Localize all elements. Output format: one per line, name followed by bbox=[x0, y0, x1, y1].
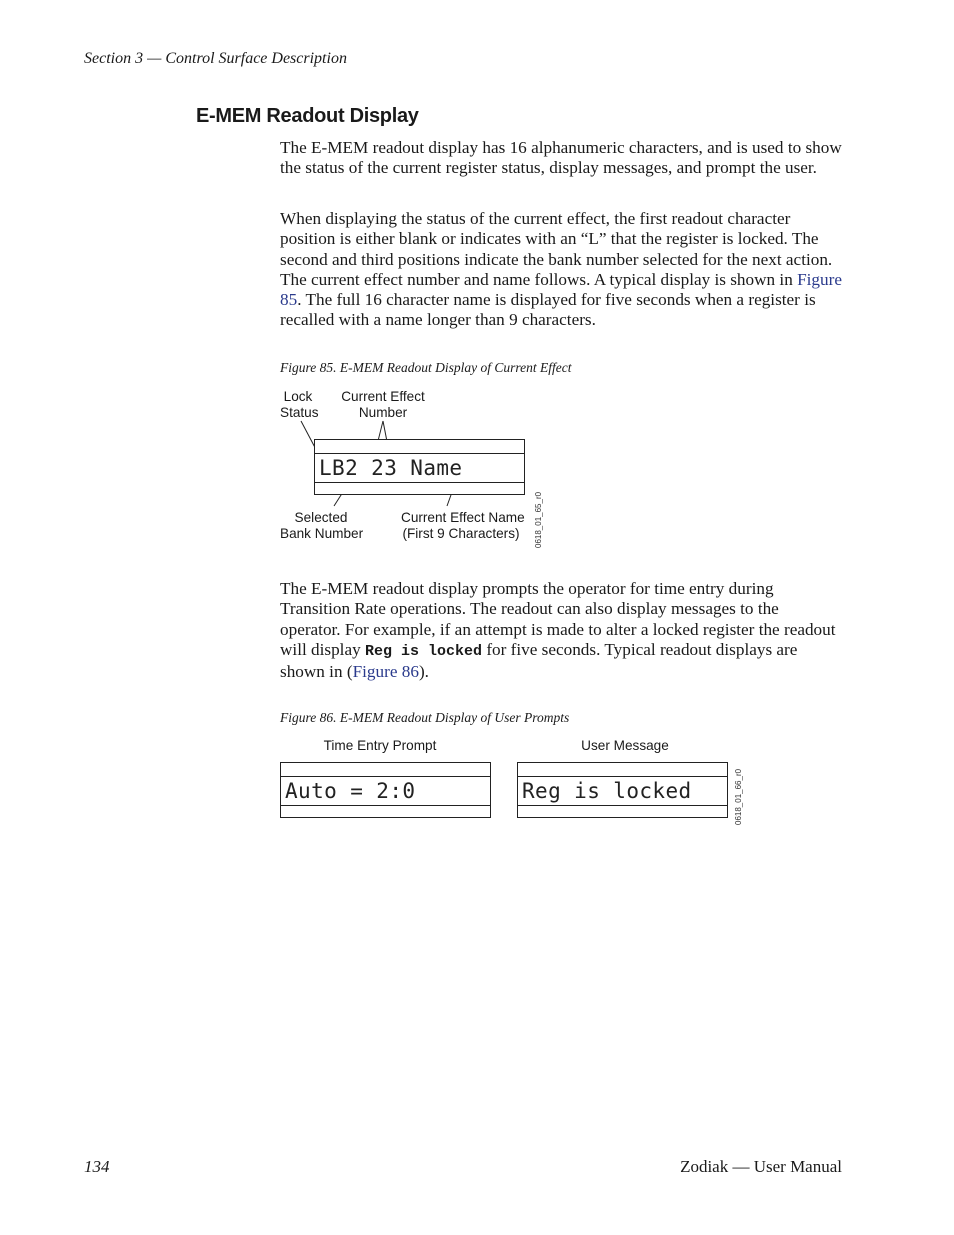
running-head: Section 3 — Control Surface Description bbox=[84, 50, 347, 67]
effect-name-label-line1: Current Effect Name bbox=[401, 510, 525, 525]
user-message-text: Reg is locked bbox=[522, 779, 692, 803]
time-entry-text: Auto = 2:0 bbox=[285, 779, 416, 803]
figure-85-caption: Figure 85. E-MEM Readout Display of Current Effect bbox=[280, 360, 572, 375]
user-message-display bbox=[517, 762, 728, 818]
paragraph-prompts-text: The E-MEM readout display prompts the operator for time entry during Transition Rate operations. The readout can also display messages to the operator. For example, if an attempt is made to alter a locked register the readout will display bbox=[280, 579, 836, 659]
book-title: Zodiak — User Manual bbox=[680, 1157, 842, 1176]
paragraph-prompts-text-mid: for five seconds. Typical readout displays are shown in ( bbox=[280, 639, 798, 682]
time-entry-label: Time Entry Prompt bbox=[323, 738, 437, 753]
lock-status-label-line2: Status bbox=[280, 405, 319, 420]
selected-bank-label bbox=[280, 510, 362, 542]
effect-name-label-line2: (First 9 Characters) bbox=[402, 526, 520, 541]
paragraph-status bbox=[280, 209, 842, 331]
time-entry-display bbox=[280, 762, 491, 818]
figure-85 bbox=[270, 385, 560, 560]
paragraph-status-text-end: . The full 16 character name is displayed for five seconds when a register is recalled with a name longer than 9 characters. bbox=[280, 290, 816, 330]
selected-bank-label-line1: Selected bbox=[294, 510, 348, 525]
effect-number-label-line1: Current Effect bbox=[341, 389, 425, 404]
paragraph-prompts bbox=[280, 579, 842, 682]
figure-86-caption: Figure 86. E-MEM Readout Display of User Prompts bbox=[280, 710, 570, 725]
paragraph-status-text: When displaying the status of the current effect, the first readout character position is either blank or indicates with an “L” that the register is locked. The second and third positions indicate the bank number selected for the next action. The current effect number and name follows. A typical display is shown in bbox=[280, 209, 833, 289]
figure-86-link[interactable]: Figure 86 bbox=[352, 662, 419, 682]
effect-readout-text: LB2 23 Name bbox=[319, 456, 463, 480]
effect-name-label bbox=[401, 510, 525, 542]
user-message-label: User Message bbox=[581, 738, 669, 753]
figure-85-id: 0618_01_65_r0 bbox=[534, 491, 543, 548]
locked-message-code: Reg is locked bbox=[364, 642, 483, 660]
time-entry-window bbox=[281, 776, 490, 806]
figure-86 bbox=[270, 735, 760, 835]
page-number: 134 bbox=[84, 1157, 110, 1176]
user-message-window bbox=[518, 776, 727, 806]
figure-86-id: 0618_01_66_r0 bbox=[734, 768, 743, 825]
selected-bank-label-line2: Bank Number bbox=[280, 526, 364, 541]
section-title: E-MEM Readout Display bbox=[196, 105, 419, 127]
paragraph-prompts-text-end: ). bbox=[418, 662, 429, 682]
effect-readout-window bbox=[315, 453, 524, 483]
paragraph-intro: The E-MEM readout display has 16 alphanumeric characters, and is used to show the status of the current register status, display messages, and prompt the user. bbox=[280, 138, 842, 178]
figure-85-link[interactable]: Figure 85 bbox=[280, 269, 842, 310]
lock-status-label-line1: Lock bbox=[283, 389, 313, 404]
effect-readout-display bbox=[314, 439, 525, 495]
effect-number-label-line2: Number bbox=[358, 405, 408, 420]
